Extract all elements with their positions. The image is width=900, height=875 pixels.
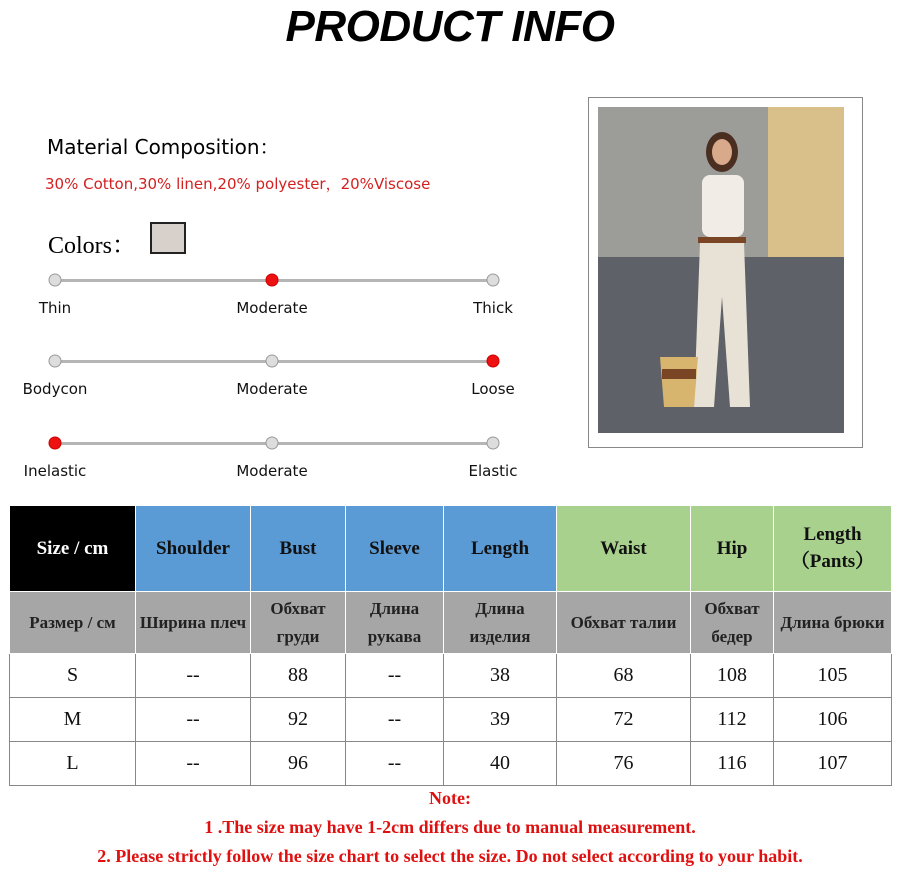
table-cell: --	[346, 742, 444, 786]
scale-dot-selected	[49, 437, 62, 450]
scale-dot	[49, 274, 62, 287]
table-cell: 38	[444, 654, 557, 698]
note-line-1: 1 .The size may have 1-2cm differs due to manual measurement.	[204, 817, 696, 837]
table-cell: Ширина плеч	[136, 592, 251, 654]
page-title: PRODUCT INFO	[285, 2, 615, 51]
table-row	[10, 592, 892, 654]
scale-label: Moderate	[236, 299, 308, 317]
table-cell: 92	[251, 698, 346, 742]
table-cell: 108	[691, 654, 774, 698]
table-cell: S	[10, 654, 136, 698]
table-row	[10, 506, 892, 592]
table-cell: --	[136, 698, 251, 742]
material-label: Material Composition：	[47, 135, 280, 159]
table-cell: 68	[557, 654, 691, 698]
table-cell: 76	[557, 742, 691, 786]
size-chart-table	[9, 505, 892, 786]
table-cell: L	[10, 742, 136, 786]
table-cell: Длина рукава	[346, 592, 444, 654]
table-row	[10, 698, 892, 742]
note-line-2: 2. Please strictly follow the size chart to select the size. Do not select according to your habit.	[97, 846, 803, 866]
scale-label: Bodycon	[22, 380, 88, 398]
table-cell: 88	[251, 654, 346, 698]
table-row	[10, 742, 892, 786]
table-cell: --	[136, 742, 251, 786]
scale-label: Moderate	[236, 380, 308, 398]
scale-dot-selected	[487, 355, 500, 368]
table-cell: 72	[557, 698, 691, 742]
table-cell: 116	[691, 742, 774, 786]
scale-dot	[266, 355, 279, 368]
scale-dot-selected	[266, 274, 279, 287]
table-cell: Waist	[557, 506, 691, 592]
scale-dot	[487, 274, 500, 287]
table-cell: 107	[774, 742, 892, 786]
table-cell: --	[136, 654, 251, 698]
scale-dot	[266, 437, 279, 450]
table-cell: M	[10, 698, 136, 742]
table-cell: 105	[774, 654, 892, 698]
table-cell: Hip	[691, 506, 774, 592]
table-cell: Обхват талии	[557, 592, 691, 654]
colors-label: Colors：	[48, 233, 137, 259]
table-cell: Обхват груди	[251, 592, 346, 654]
color-swatch[interactable]	[150, 222, 186, 254]
scale-label: Loose	[471, 380, 515, 398]
scale-dot	[49, 355, 62, 368]
table-cell: Sleeve	[346, 506, 444, 592]
table-cell: Length（Pants）	[774, 506, 892, 592]
table-cell: --	[346, 654, 444, 698]
table-cell: 106	[774, 698, 892, 742]
table-cell: Размер / см	[10, 592, 136, 654]
table-cell: Length	[444, 506, 557, 592]
table-cell: 40	[444, 742, 557, 786]
table-cell: 39	[444, 698, 557, 742]
product-photo	[598, 107, 844, 433]
table-cell: Длина изделия	[444, 592, 557, 654]
scale-label: Inelastic	[23, 462, 87, 480]
table-cell: 112	[691, 698, 774, 742]
table-cell: Shoulder	[136, 506, 251, 592]
table-cell: 96	[251, 742, 346, 786]
scale-label: Moderate	[236, 462, 308, 480]
scale-label: Thick	[473, 299, 513, 317]
scale-label: Thin	[38, 299, 72, 317]
table-cell: Обхват бедер	[691, 592, 774, 654]
note-title: Note:	[429, 788, 471, 808]
scale-dot	[487, 437, 500, 450]
table-cell: --	[346, 698, 444, 742]
scale-label: Elastic	[468, 462, 518, 480]
table-row	[10, 654, 892, 698]
table-cell: Bust	[251, 506, 346, 592]
material-value: 30% Cotton,30% linen,20% polyester，20%Viscose	[45, 175, 431, 193]
table-cell: Длина брюки	[774, 592, 892, 654]
table-cell: Size / cm	[10, 506, 136, 592]
